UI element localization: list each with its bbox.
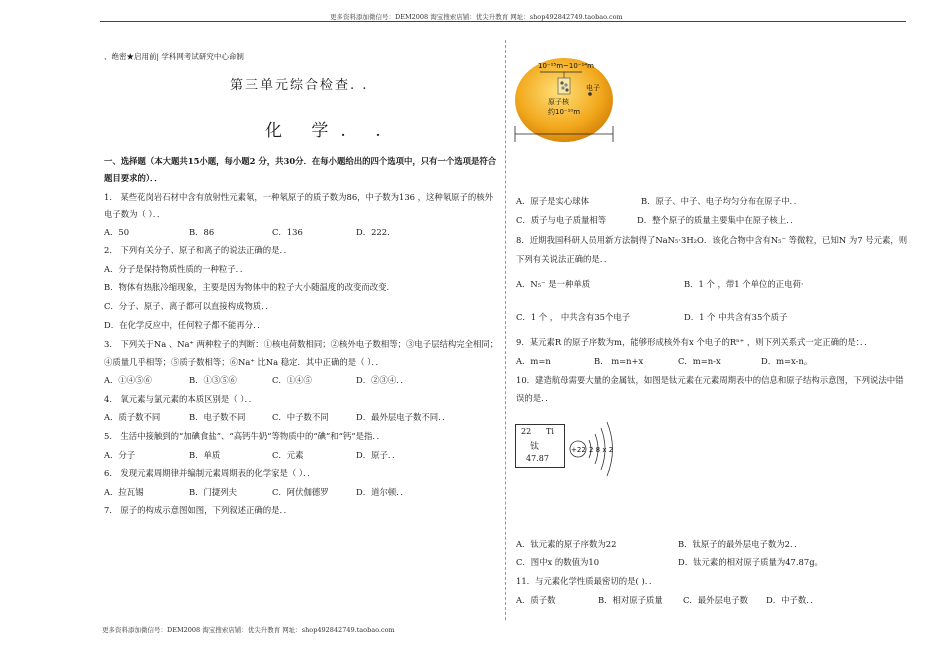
- q9-option-d[interactable]: D．m=x-n。: [761, 356, 813, 366]
- q11-stem: 11．与元素化学性质最密切的是( )．．: [516, 576, 658, 586]
- nucleus-size-label: 约10⁻¹⁰m: [548, 108, 581, 116]
- q8-option-c[interactable]: C．1 个 ， 中共含有35个电子: [516, 312, 631, 322]
- q8-stem-cont: 下列有关说法正确的是．．: [516, 254, 613, 264]
- nucleus-label: 原子核: [548, 98, 569, 106]
- q2-stem: 2． 下列有关分子、原子和离子的说法正确的是．．: [104, 245, 293, 255]
- q11-option-a[interactable]: A．质子数: [516, 595, 556, 605]
- q9-option-a[interactable]: A．m=n: [516, 356, 551, 366]
- q5-option-b[interactable]: B．单质: [189, 450, 221, 460]
- header-note: 更多资料添加微信号：DEM2008 淘宝搜索店铺：优尖升教育 网址：shop492842749.taobao.com: [330, 13, 623, 21]
- q7-stem: 7． 原子的构成示意图如图，下列叙述正确的是．．: [104, 505, 293, 515]
- section-heading: 一、选择题（本大题共15小题，每小题2 分，共30分．在每小题给出的四个选项中，只有一个选项是符合: [104, 156, 497, 166]
- q9-option-b[interactable]: B． m=n+x: [594, 356, 644, 366]
- nucleus-box: [558, 78, 570, 94]
- q10-option-d[interactable]: D．钛元素的相对原子质量为47.87g。: [678, 557, 823, 567]
- q3-option-b[interactable]: B．①③⑤⑥: [189, 375, 238, 385]
- q6-option-a[interactable]: A．拉瓦锡: [104, 487, 144, 497]
- q4-option-a[interactable]: A．质子数不同: [104, 412, 161, 422]
- ti-periodic-cell: [515, 424, 565, 468]
- subject-title: 化 学. .: [265, 121, 393, 141]
- q1-option-a[interactable]: A．50: [104, 227, 130, 237]
- atom-top-label: 10⁻¹⁵m~10⁻¹⁴m: [538, 62, 594, 70]
- top-note: 、绝密★启用前| 学科网考试研究中心命制: [104, 52, 244, 61]
- footer-note: 更多资料添加微信号：DEM2008 淘宝搜索店铺：优尖升教育 网址：shop492842749.taobao.com: [102, 626, 395, 634]
- q3-option-d[interactable]: D．②③④．．: [356, 375, 409, 385]
- q8-option-d[interactable]: D．1 个 中共含有35个质子: [684, 312, 788, 322]
- column-divider: [505, 40, 506, 620]
- q6-stem: 6． 发现元素周期律并编制元素周期表的化学家是（ ）．．: [104, 468, 316, 478]
- q8-option-a[interactable]: A．N₅⁻ 是一种单质: [516, 279, 591, 289]
- q1-stem-cont: 电子数为（ ）．．: [104, 209, 166, 219]
- q2-option-a[interactable]: A．分子是保持物质性质的一种粒子．．: [104, 264, 249, 274]
- q2-option-d[interactable]: D．在化学反应中，任何粒子都不能再分．．: [104, 320, 266, 330]
- q7-option-d[interactable]: D．整个原子的质量主要集中在原子核上．．: [637, 215, 799, 225]
- section-heading-cont: 题目要求的）．．: [104, 173, 163, 183]
- exam-title: 第三单元综合检查. .: [230, 78, 369, 93]
- ti-name: 钛: [530, 442, 540, 452]
- q10-option-b[interactable]: B．钛原子的最外层电子数为2．．: [678, 539, 803, 549]
- electron-dot: [588, 92, 592, 96]
- q4-option-c[interactable]: C．中子数不同: [272, 412, 329, 422]
- ti-nucleus-charge: +22: [571, 446, 586, 454]
- q7-option-a[interactable]: A．原子是实心球体: [516, 196, 590, 206]
- q8-stem: 8．近期我国科研人员用新方法制得了NaN₅·3H₂O．该化合物中含有N₅⁻ 等微粒，已知N 为7 号元素，则: [516, 235, 908, 245]
- q3-stem: 3． 下列关于Na 、Na⁺ 两种粒子的判断：①核电荷数相同；②核外电子数相等；③电子层结构完全相同；: [104, 339, 499, 349]
- electron-label: 电子: [586, 84, 600, 92]
- q6-option-b[interactable]: B．门捷列夫: [189, 487, 238, 497]
- q5-option-a[interactable]: A．分子: [104, 450, 136, 460]
- q9-option-c[interactable]: C．m=n-x: [678, 356, 721, 366]
- q5-stem: 5． 生活中接触到的“加碘食盐”、“高钙牛奶”等物质中的“碘”和“钙”是指．．: [104, 431, 385, 441]
- q7-option-b[interactable]: B．原子、中子、电子均匀分布在原子中．．: [641, 196, 803, 206]
- ti-shell-electrons: 2 8 x 2: [589, 446, 614, 454]
- header-rule: [100, 21, 906, 22]
- q6-option-d[interactable]: D．道尔顿．．: [356, 487, 409, 497]
- ti-atomic-number: 22: [521, 427, 532, 436]
- q3-option-a[interactable]: A．①④⑤⑥: [104, 375, 152, 385]
- q10-option-c[interactable]: C．图中x 的数值为10: [516, 557, 600, 567]
- q7-option-c[interactable]: C．质子与电子质量相等: [516, 215, 607, 225]
- q5-option-d[interactable]: D．原子．．: [356, 450, 401, 460]
- ti-symbol: Ti: [546, 427, 554, 436]
- q11-option-d[interactable]: D．中子数．．: [766, 595, 819, 605]
- q4-option-b[interactable]: B．电子数不同: [189, 412, 246, 422]
- q4-option-d[interactable]: D．最外层电子数不同．．: [356, 412, 451, 422]
- q10-stem-cont: 误的是．．: [516, 393, 554, 403]
- q1-option-d[interactable]: D．222．: [356, 227, 396, 237]
- q5-option-c[interactable]: C．元素: [272, 450, 304, 460]
- ti-mass: 47.87: [526, 454, 549, 463]
- q4-stem: 4． 氧元素与氯元素的本质区别是（ ）．．: [104, 394, 258, 404]
- q1-stem: 1． 某些花岗岩石材中含有放射性元素氡，一种氡原子的质子数为86，中子数为136 ，这种氡原子的核外: [104, 192, 494, 202]
- q11-option-b[interactable]: B．相对原子质量: [598, 595, 663, 605]
- q3-stem-cont: ④质量几乎相等；⑤质子数相等；⑥Na⁺ 比Na 稳定．其中正确的是（ ）．．: [104, 357, 384, 367]
- q2-option-c[interactable]: C．分子、原子、离子都可以直接构成物质．．: [104, 301, 274, 311]
- q9-stem: 9．某元素R 的原子序数为m，能够形成核外有x 个电子的Rⁿ⁺ ，则下列关系式一定正确的是：．．: [516, 337, 873, 347]
- ti-atom-structure: [565, 418, 635, 488]
- q1-option-c[interactable]: C．136: [272, 227, 303, 237]
- q6-option-c[interactable]: C．阿伏伽德罗: [272, 487, 329, 497]
- q10-option-a[interactable]: A．钛元素的原子序数为22: [516, 539, 617, 549]
- q3-option-c[interactable]: C．①④⑤: [272, 375, 312, 385]
- q10-stem: 10．建造航母需要大量的金属钛，如图是钛元素在元素周期表中的信息和原子结构示意图，下列说法中错: [516, 375, 904, 385]
- q11-option-c[interactable]: C．最外层电子数: [683, 595, 749, 605]
- q8-option-b[interactable]: B．1 个 ，带1 个单位的正电荷·: [684, 279, 804, 289]
- q2-option-b[interactable]: B．物体有热胀冷缩现象，主要是因为物体中的粒子大小随温度的改变而改变．: [104, 282, 395, 292]
- q1-option-b[interactable]: B．86: [189, 227, 215, 237]
- atom-structure-figure: [510, 56, 620, 146]
